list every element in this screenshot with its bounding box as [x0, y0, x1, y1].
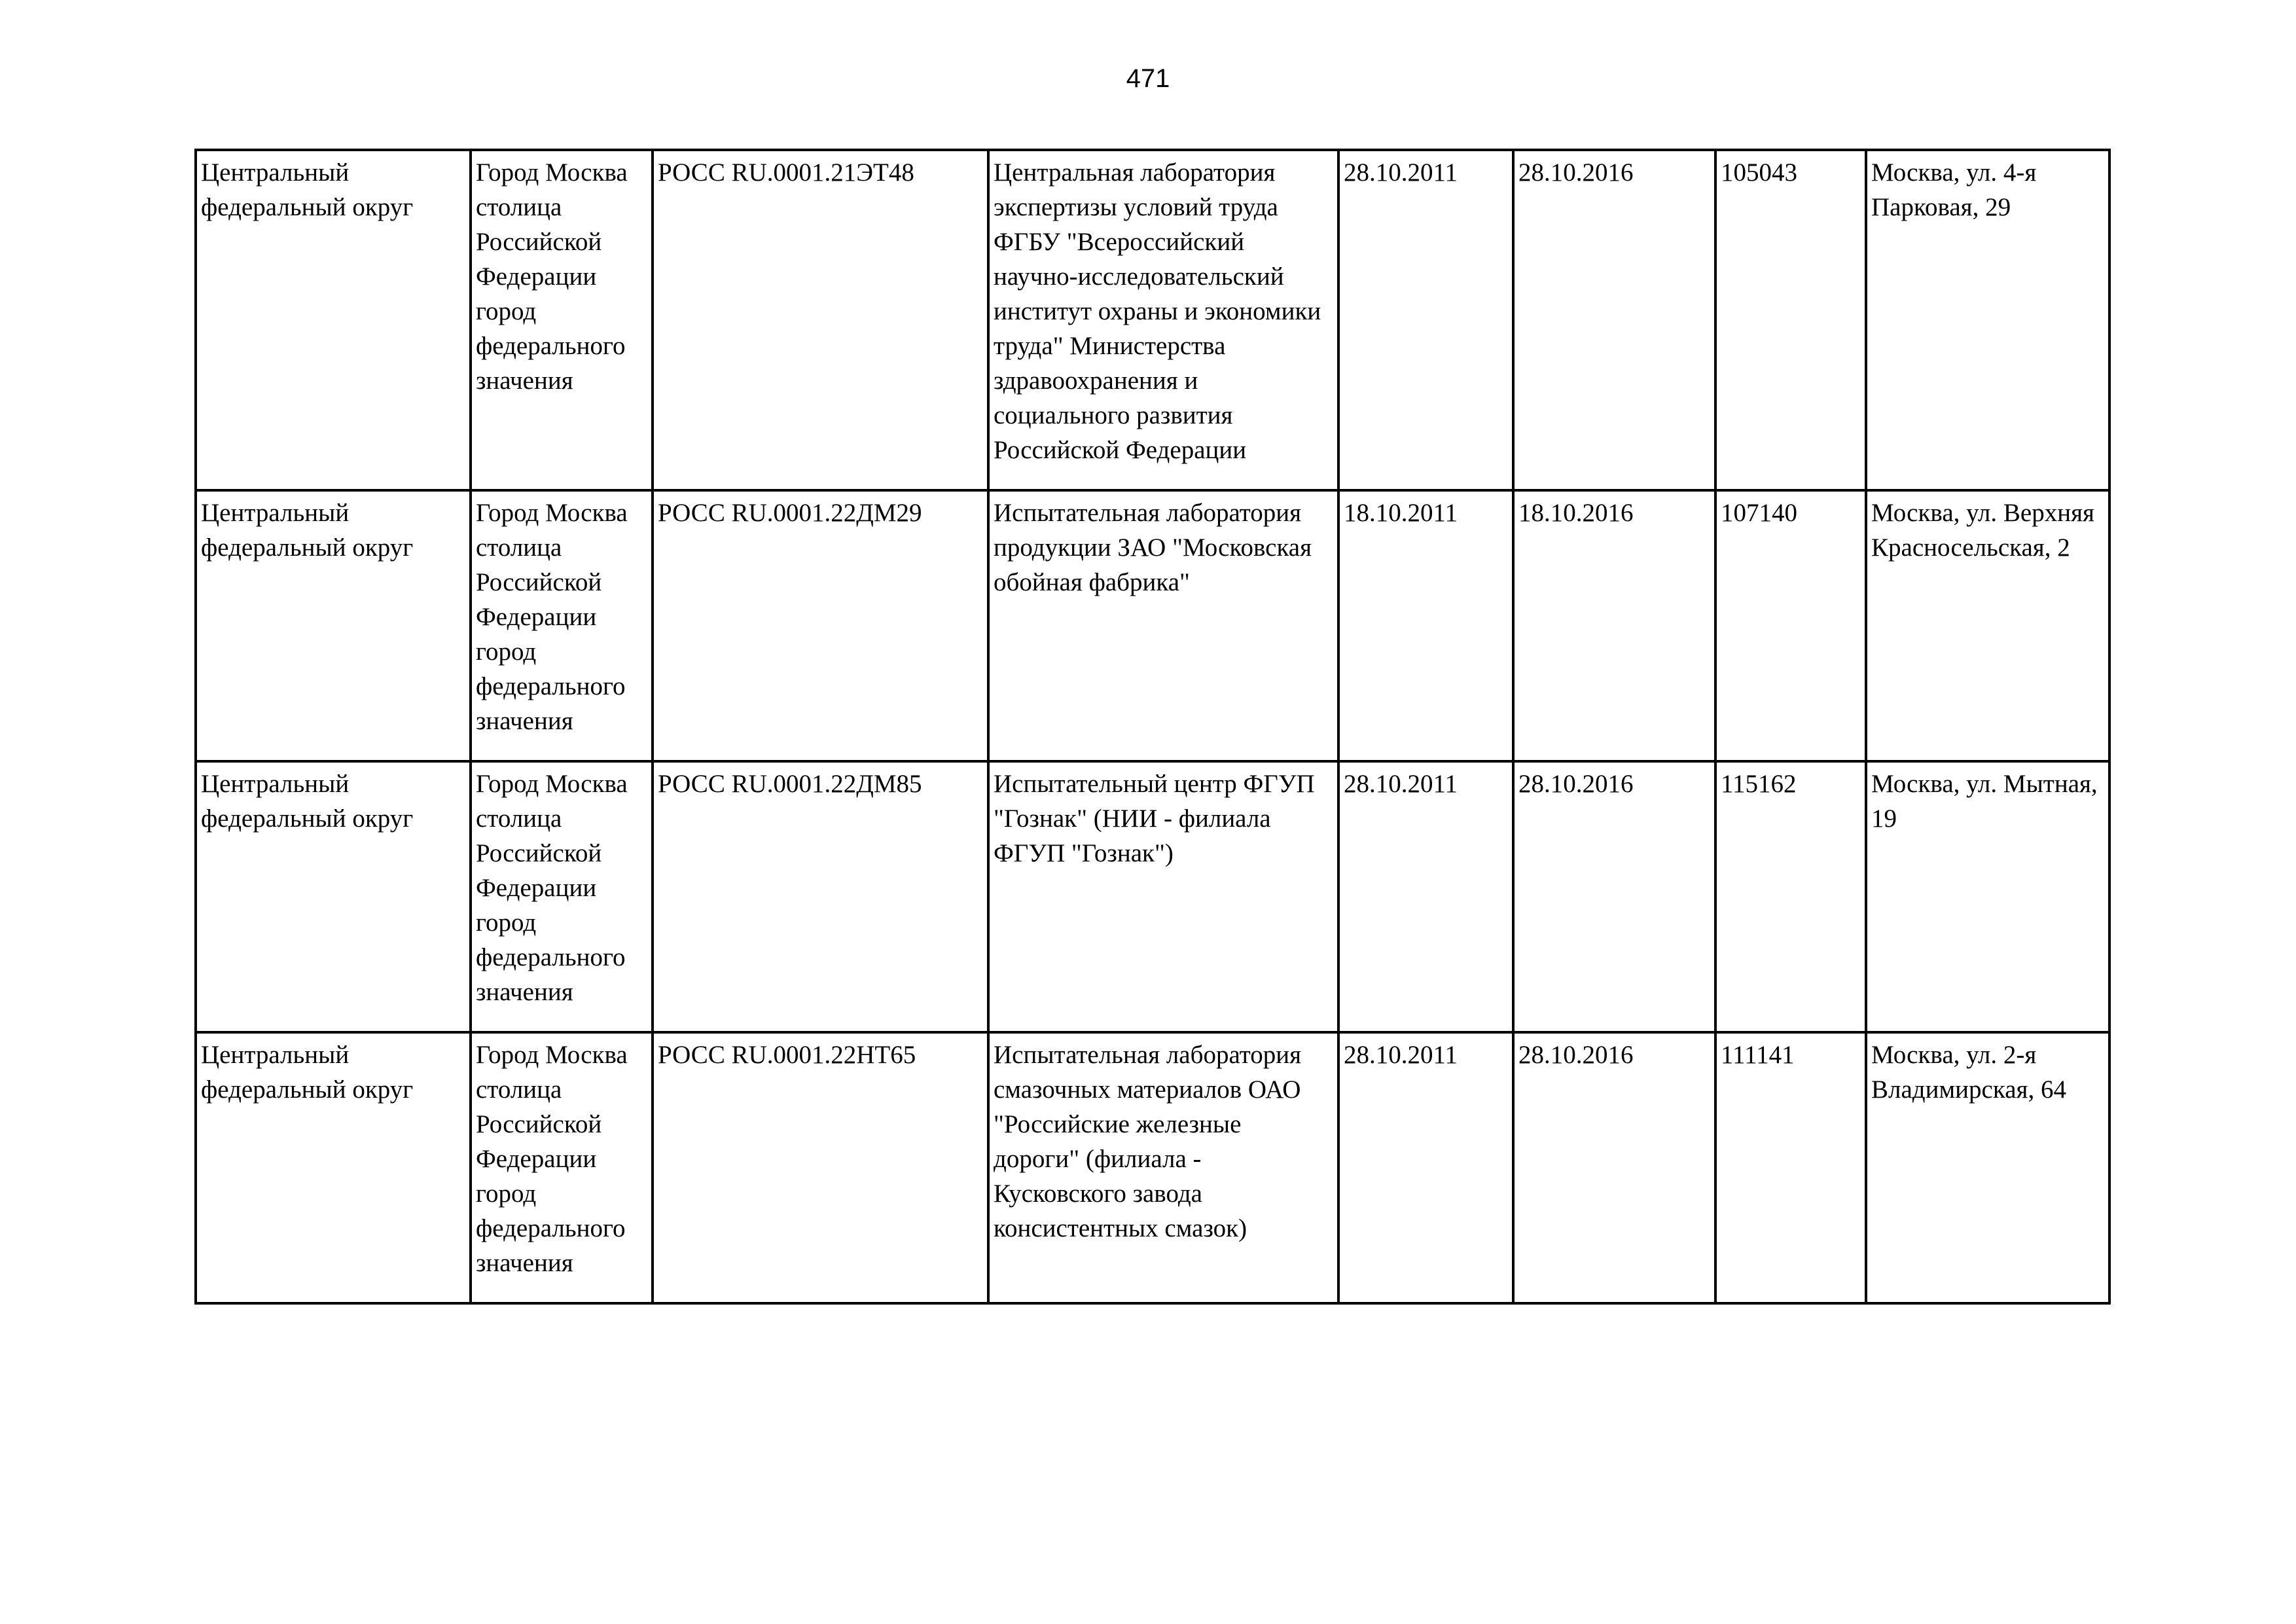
date-from-cell	[1338, 150, 1513, 490]
postal-code-cell	[1715, 761, 1866, 1032]
organization-name: Центральная лаборатория экспертизы условий труда ФГБУ "Всероссийский научно-исследовательский институт охраны и экономики труда" Министерства здравоохранения и социального развития Российской Федерации	[994, 158, 1321, 464]
date-to: 18.10.2016	[1518, 499, 1634, 527]
district-cell	[196, 490, 471, 761]
region-text: Город Москва столица Российской Федерации город федерального значения	[476, 158, 628, 395]
date-from-cell	[1338, 490, 1513, 761]
table-row	[196, 761, 2109, 1032]
district-cell	[196, 150, 471, 490]
date-from: 18.10.2011	[1344, 499, 1458, 527]
region-text: Город Москва столица Российской Федерации город федерального значения	[476, 1041, 628, 1277]
date-to-cell	[1513, 150, 1715, 490]
date-from: 28.10.2011	[1344, 1041, 1458, 1069]
address: Москва, ул. Верхняя Красносельская, 2	[1871, 499, 2094, 562]
table-row	[196, 150, 2109, 490]
postal-code: 107140	[1721, 499, 1797, 527]
organization-cell	[988, 150, 1338, 490]
date-to-cell	[1513, 490, 1715, 761]
district-cell	[196, 761, 471, 1032]
page-number: 471	[1126, 64, 1170, 93]
date-from-cell	[1338, 761, 1513, 1032]
date-from: 28.10.2011	[1344, 770, 1458, 798]
district-text: Центральный федеральный округ	[201, 1041, 414, 1104]
date-to: 28.10.2016	[1518, 770, 1634, 798]
district-text: Центральный федеральный округ	[201, 770, 414, 833]
date-to-cell	[1513, 761, 1715, 1032]
postal-code-cell	[1715, 150, 1866, 490]
region-cell	[471, 1032, 653, 1303]
region-text: Город Москва столица Российской Федерации город федерального значения	[476, 499, 628, 735]
table-row	[196, 490, 2109, 761]
accreditation-cell	[653, 150, 988, 490]
organization-cell	[988, 490, 1338, 761]
date-from: 28.10.2011	[1344, 158, 1458, 187]
address-cell	[1866, 150, 2109, 490]
accreditation-number: РОСС RU.0001.22НТ65	[658, 1041, 916, 1069]
date-to-cell	[1513, 1032, 1715, 1303]
district-text: Центральный федеральный округ	[201, 158, 414, 221]
postal-code-cell	[1715, 490, 1866, 761]
address: Москва, ул. Мытная, 19	[1871, 770, 2098, 833]
district-text: Центральный федеральный округ	[201, 499, 414, 562]
address: Москва, ул. 2-я Владимирская, 64	[1871, 1041, 2066, 1104]
region-cell	[471, 490, 653, 761]
date-to: 28.10.2016	[1518, 158, 1634, 187]
postal-code: 105043	[1721, 158, 1797, 187]
organization-name: Испытательная лаборатория смазочных материалов ОАО "Российские железные дороги" (филиала - Кусковского завода консистентных смазок)	[994, 1041, 1302, 1242]
organization-name: Испытательный центр ФГУП "Гознак" (НИИ - филиала ФГУП "Гознак")	[994, 770, 1315, 867]
address: Москва, ул. 4-я Парковая, 29	[1871, 158, 2037, 221]
region-text: Город Москва столица Российской Федерации город федерального значения	[476, 770, 628, 1006]
accreditation-cell	[653, 761, 988, 1032]
district-cell	[196, 1032, 471, 1303]
table-row	[196, 1032, 2109, 1303]
accreditation-number: РОСС RU.0001.22ДМ29	[658, 499, 922, 527]
region-cell	[471, 761, 653, 1032]
organization-cell	[988, 1032, 1338, 1303]
laboratory-registry-table	[194, 149, 2111, 1305]
region-cell	[471, 150, 653, 490]
organization-name: Испытательная лаборатория продукции ЗАО "Московская обойная фабрика"	[994, 499, 1312, 596]
address-cell	[1866, 1032, 2109, 1303]
accreditation-cell	[653, 1032, 988, 1303]
address-cell	[1866, 490, 2109, 761]
accreditation-number: РОСС RU.0001.21ЭТ48	[658, 158, 914, 187]
postal-code: 115162	[1721, 770, 1797, 798]
accreditation-number: РОСС RU.0001.22ДМ85	[658, 770, 922, 798]
date-from-cell	[1338, 1032, 1513, 1303]
date-to: 28.10.2016	[1518, 1041, 1634, 1069]
postal-code: 111141	[1721, 1041, 1795, 1069]
organization-cell	[988, 761, 1338, 1032]
postal-code-cell	[1715, 1032, 1866, 1303]
address-cell	[1866, 761, 2109, 1032]
accreditation-cell	[653, 490, 988, 761]
